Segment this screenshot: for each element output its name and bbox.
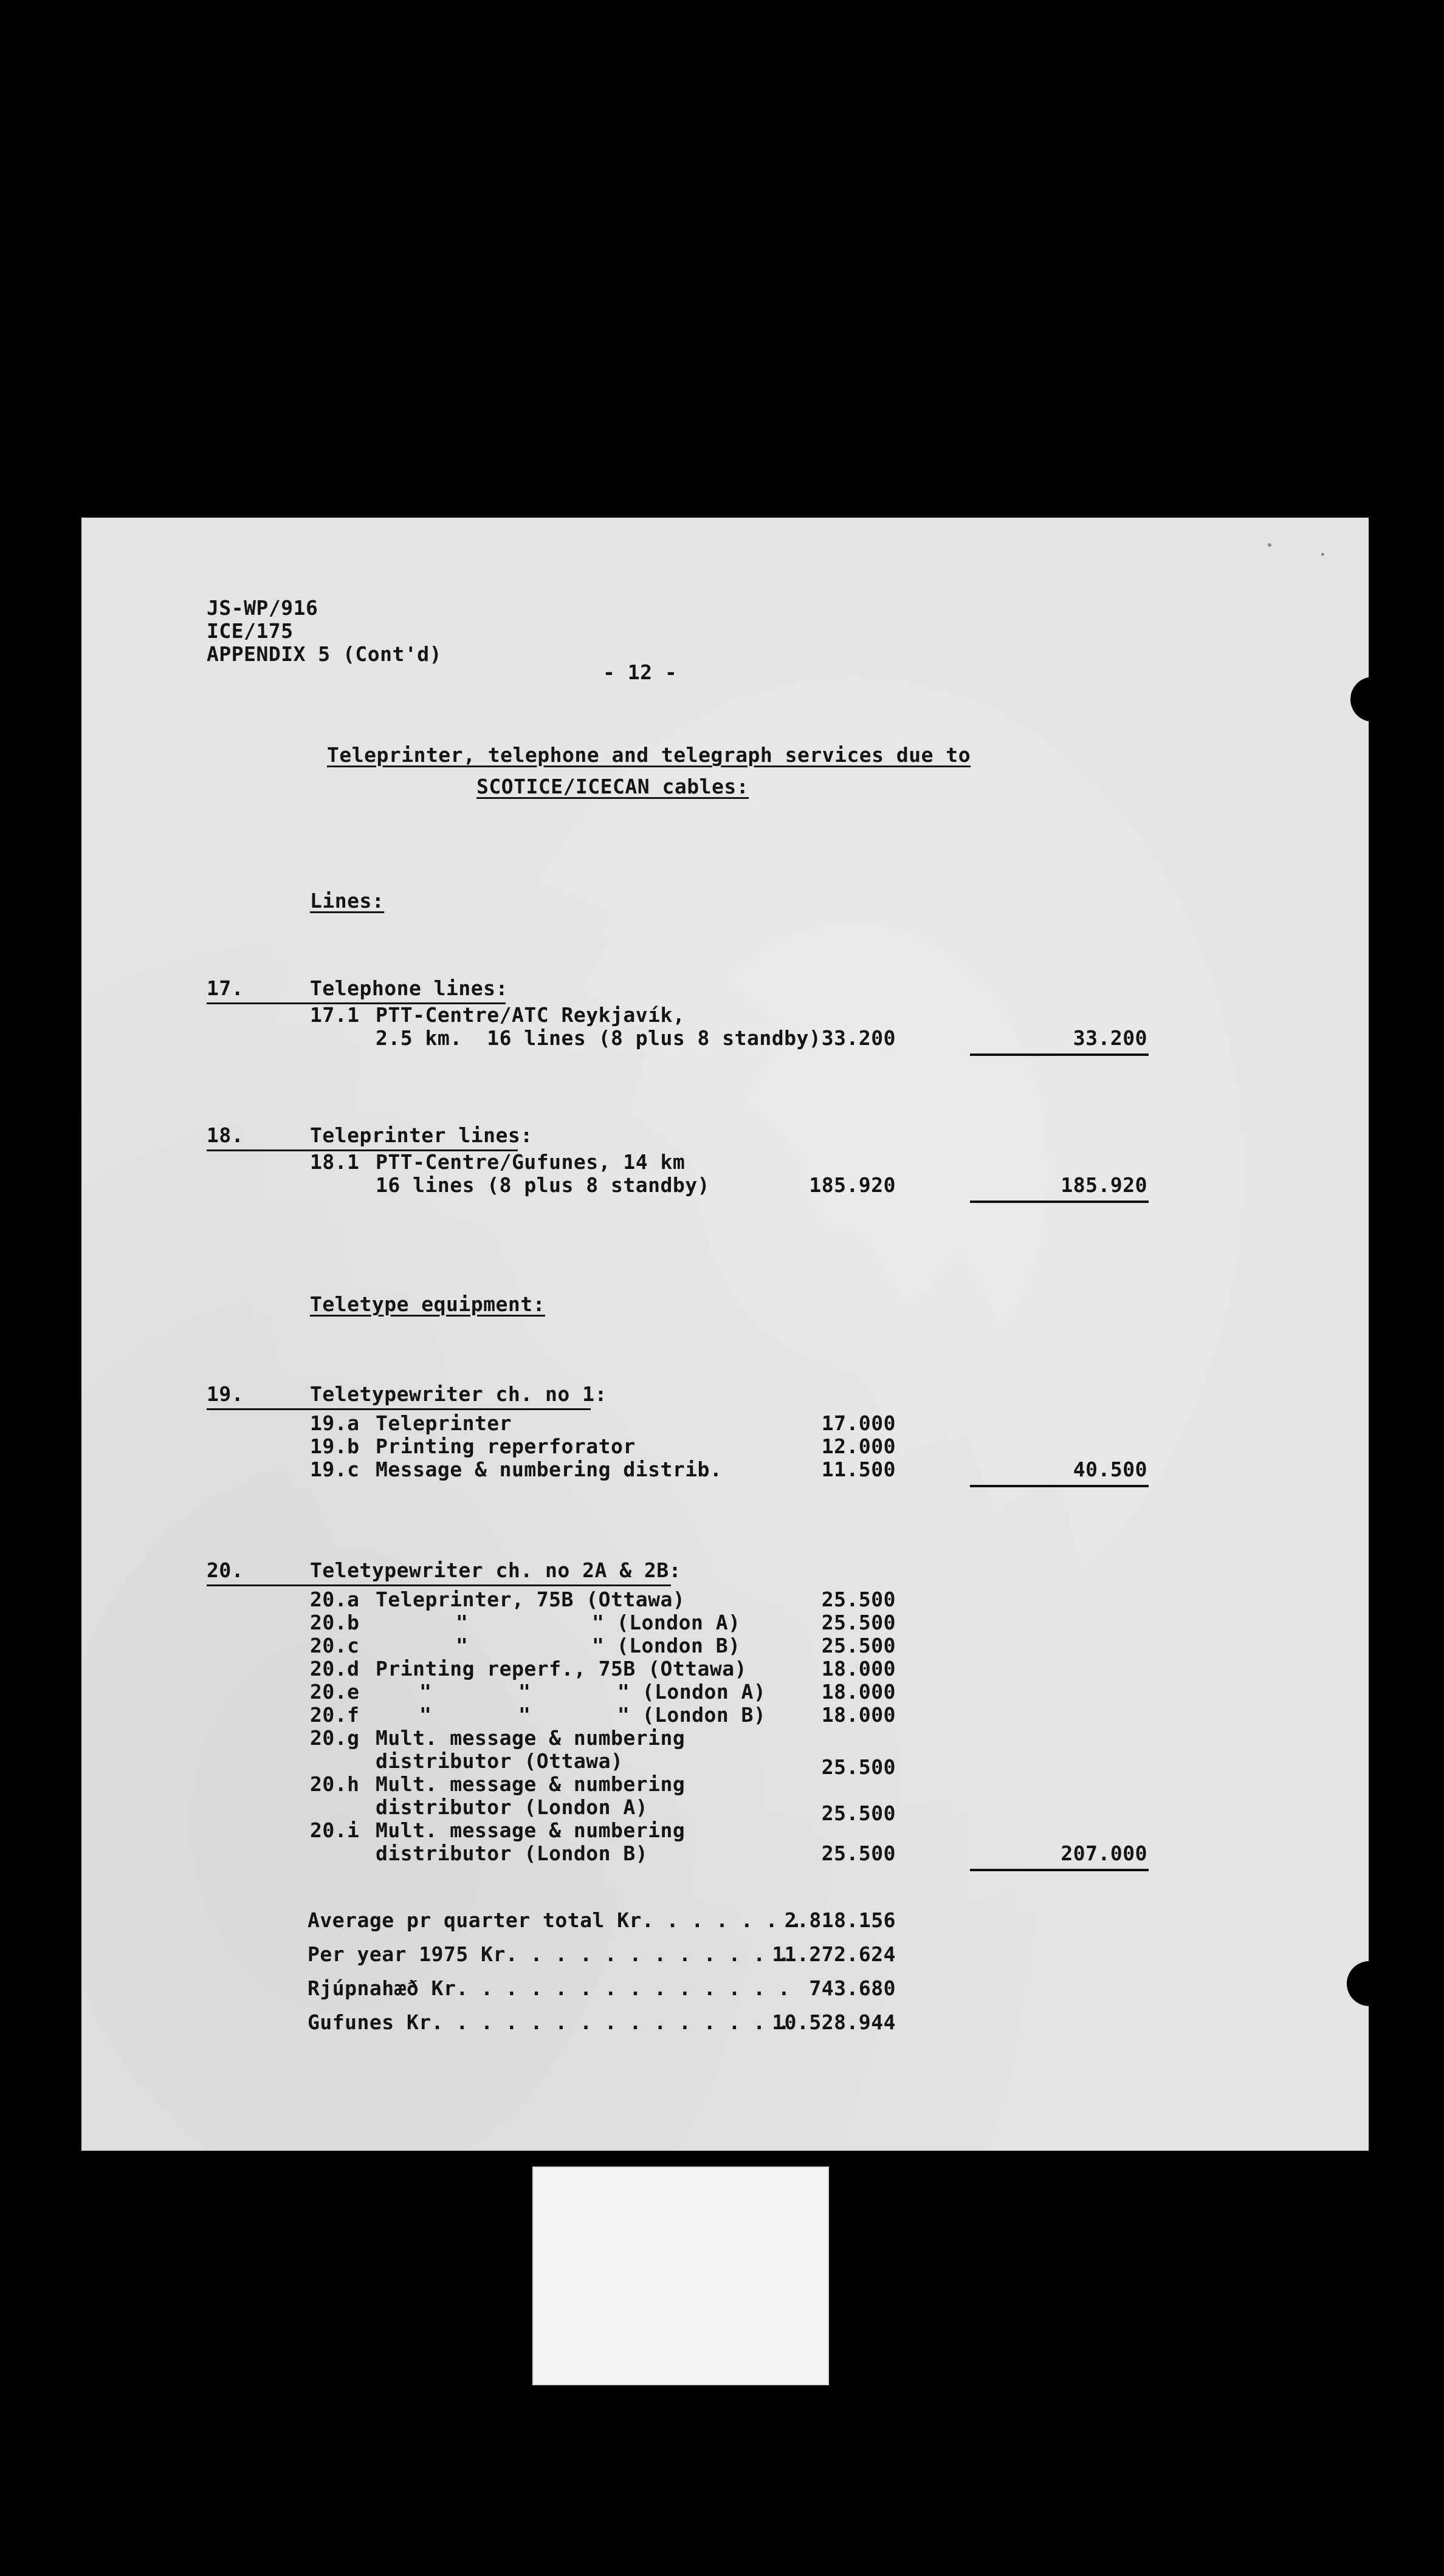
item-20-a-number: 20.a (310, 1588, 360, 1611)
item-20-g-desc: Mult. message & numbering (376, 1726, 686, 1750)
item-20-h-desc: Mult. message & numbering (376, 1772, 686, 1796)
punch-hole-bottom (1347, 1961, 1392, 2006)
summary-quarter-label: Average pr quarter total Kr. . . . . . . (308, 1908, 803, 1932)
item-19-b-amount: 12.000 (821, 1434, 896, 1458)
item-20-i-number: 20.i (310, 1818, 360, 1842)
item-20-f-desc: " " " (London B) (419, 1703, 766, 1727)
section-18-total-rule (970, 1201, 1149, 1203)
summary-rjupnahaed-amount: 743.680 (809, 1976, 896, 2000)
item-18-1-line-1: PTT-Centre/Gufunes, 14 km (376, 1150, 686, 1174)
section-20-heading: Teletypewriter ch. no 2A & 2B: (310, 1558, 682, 1582)
section-19-total-rule (970, 1485, 1149, 1487)
item-19-c-amount: 11.500 (821, 1458, 896, 1481)
document-page (81, 518, 1369, 2151)
item-20-h-amount: 25.500 (821, 1801, 896, 1825)
item-20-d-desc: Printing reperf., 75B (Ottawa) (376, 1657, 748, 1680)
summary-quarter-amount: 2.818.156 (784, 1908, 896, 1932)
item-20-d-number: 20.d (310, 1657, 360, 1680)
summary-gufunes-amount: 10.528.944 (772, 2010, 896, 2034)
section-19-number: 19. (207, 1382, 244, 1406)
section-20-rule (207, 1584, 671, 1586)
item-20-c-amount: 25.500 (821, 1634, 896, 1657)
item-19-a-number: 19.a (310, 1411, 360, 1435)
item-20-i-desc: Mult. message & numbering (376, 1818, 686, 1842)
item-17-1-line-2: 2.5 km. 16 lines (8 plus 8 standby) (376, 1026, 822, 1050)
page-speck (1268, 543, 1271, 547)
section-17-total-rule (970, 1053, 1149, 1056)
item-19-c-number: 19.c (310, 1458, 360, 1481)
item-19-a-desc: Teleprinter (376, 1411, 512, 1435)
summary-year-amount: 11.272.624 (772, 1942, 896, 1966)
section-17-number: 17. (207, 976, 244, 1000)
equipment-heading: Teletype equipment: (310, 1292, 545, 1316)
item-20-c-number: 20.c (310, 1634, 360, 1657)
item-20-b-amount: 25.500 (821, 1611, 896, 1634)
item-17-1-line-1: PTT-Centre/ATC Reykjavík, (376, 1003, 686, 1027)
item-20-f-number: 20.f (310, 1703, 360, 1727)
section-20-total-rule (970, 1869, 1149, 1871)
blank-slip (532, 2167, 829, 2385)
summary-gufunes-label: Gufunes Kr. . . . . . . . . . . . . . . (308, 2010, 791, 2034)
section-20-total: 207.000 (1061, 1841, 1147, 1865)
doc-ref-2: ICE/175 (207, 619, 294, 643)
doc-title-line-2: SCOTICE/ICECAN cables: (476, 775, 749, 798)
punch-hole-top (1350, 677, 1395, 722)
section-19-total: 40.500 (1073, 1458, 1147, 1481)
item-20-d-amount: 18.000 (821, 1657, 896, 1680)
section-18-total: 185.920 (1061, 1173, 1147, 1197)
item-20-e-desc: " " " (London A) (419, 1680, 766, 1704)
summary-rjupnahaed-label: Rjúpnahæð Kr. . . . . . . . . . . . . . (308, 1976, 791, 2000)
item-20-h-desc-2: distributor (London A) (376, 1795, 648, 1819)
item-20-a-amount: 25.500 (821, 1588, 896, 1611)
item-17-1-amount: 33.200 (821, 1026, 896, 1050)
item-19-b-number: 19.b (310, 1434, 360, 1458)
doc-ref-3: APPENDIX 5 (Cont'd) (207, 642, 442, 666)
item-20-f-amount: 18.000 (821, 1703, 896, 1727)
item-20-b-desc: " " (London A) (456, 1611, 741, 1634)
section-18-number: 18. (207, 1123, 244, 1147)
item-18-1-number: 18.1 (310, 1150, 360, 1174)
page-number: - 12 - (603, 660, 678, 684)
item-20-a-desc: Teleprinter, 75B (Ottawa) (376, 1588, 686, 1611)
item-20-g-amount: 25.500 (821, 1755, 896, 1779)
item-19-a-amount: 17.000 (821, 1411, 896, 1435)
item-19-b-desc: Printing reperforator (376, 1434, 636, 1458)
item-20-e-amount: 18.000 (821, 1680, 896, 1704)
section-17-heading: Telephone lines: (310, 976, 508, 1000)
item-20-i-amount: 25.500 (821, 1841, 896, 1865)
item-20-g-number: 20.g (310, 1726, 360, 1750)
item-20-i-desc-2: distributor (London B) (376, 1841, 648, 1865)
item-20-b-number: 20.b (310, 1611, 360, 1634)
item-19-c-desc: Message & numbering distrib. (376, 1458, 723, 1481)
section-19-heading: Teletypewriter ch. no 1: (310, 1382, 607, 1406)
item-20-e-number: 20.e (310, 1680, 360, 1704)
section-17-total: 33.200 (1073, 1026, 1147, 1050)
section-20-number: 20. (207, 1558, 244, 1582)
lines-heading: Lines: (310, 889, 385, 913)
item-20-h-number: 20.h (310, 1772, 360, 1796)
doc-ref-1: JS-WP/916 (207, 596, 318, 620)
section-18-heading: Teleprinter lines: (310, 1123, 533, 1147)
item-18-1-line-2: 16 lines (8 plus 8 standby) (376, 1173, 710, 1197)
item-20-g-desc-2: distributor (Ottawa) (376, 1749, 624, 1773)
summary-year-label: Per year 1975 Kr. . . . . . . . . . . . (308, 1942, 791, 1966)
item-18-1-amount: 185.920 (809, 1173, 896, 1197)
item-17-1-number: 17.1 (310, 1003, 360, 1027)
doc-title-line-1: Teleprinter, telephone and telegraph services due to (327, 743, 971, 767)
page-speck (1321, 553, 1324, 556)
item-20-c-desc: " " (London B) (456, 1634, 741, 1657)
section-19-rule (207, 1408, 591, 1410)
